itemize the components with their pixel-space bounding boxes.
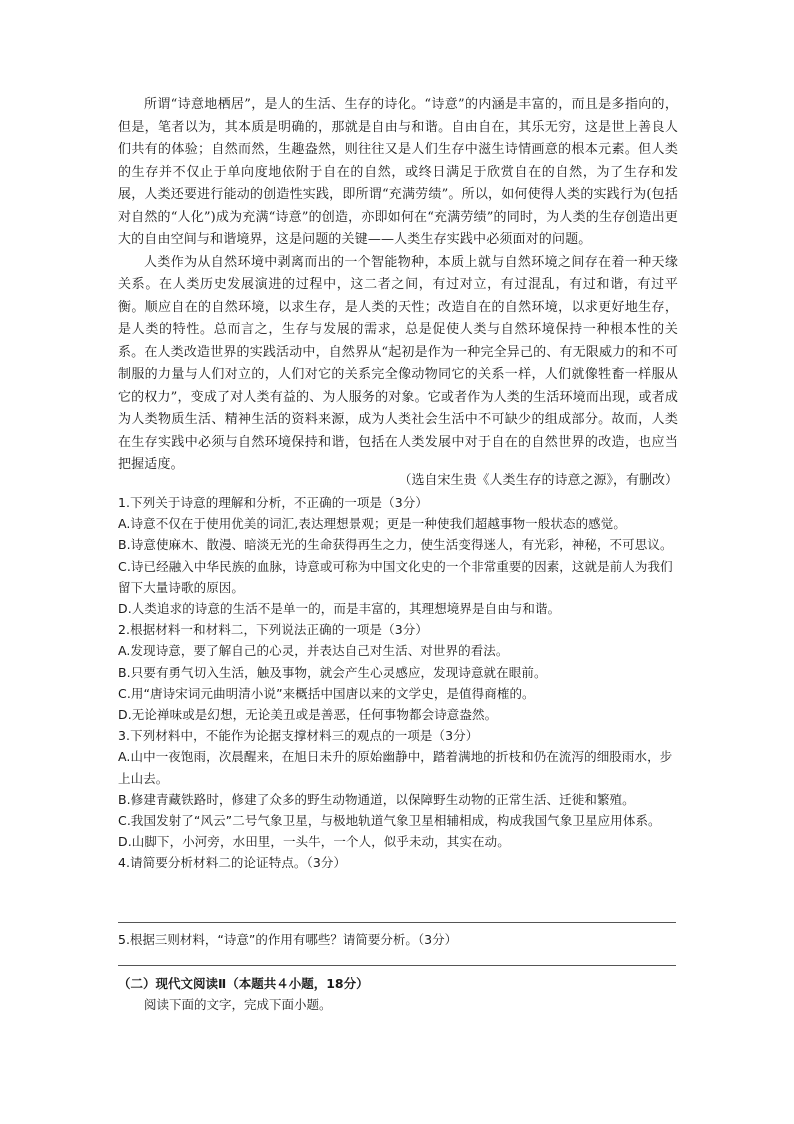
question-3-option-b: B.修建青藏铁路时，修建了众多的野生动物通道，以保障野生动物的正常生活、迁徙和繁殖。 bbox=[118, 791, 635, 807]
question-1-option-c: C.诗已经融入中华民族的血脉，诗意或可称为中国文化史的一个非常重要的因素，这就是前人为我们留下大量诗歌的原因。 bbox=[118, 558, 673, 595]
question-5-stem: 5.根据三则材料，“诗意”的作用有哪些？请简要分析。（3分） bbox=[118, 932, 458, 947]
section-heading: （二）现代文阅读Ⅱ（本题共４小题，18分） bbox=[118, 976, 369, 991]
question-4-stem: 4.请简要分析材料二的论证特点。（3分） bbox=[118, 855, 347, 871]
question-2-option-c: C.用“唐诗宋词元曲明清小说”来概括中国唐以来的文学史，是值得商榷的。 bbox=[118, 685, 535, 701]
reading-passage bbox=[118, 94, 678, 477]
passage-paragraph-2: 人类作为从自然环境中剥离而出的一个智能物种，本质上就与自然环境之间存在着一种天缘关系。在人类历史发展演进的过程中，这二者之间，有过对立，有过混乱，有过和谐，有过平衡。顺应自在的自然环境，以求生存，是人类的天性；改造自在的自然环境，以求更好地生存，是人类的特性。总而言之，生存与发展的需求，总是促使人类与自然环境保持一种根本性的关系。在人类改造世界的实践活动中，自然界从“起初是作为一种完全异己的、有无限威力的和不可制服的力量与人们对立的，人们对它的关系完全像动物同它的关系一样，人们就像牲畜一样服从它的权力”，变成了对人类有益的、为人服务的对象。它或者作为人类的生活环境而出现，或者成为人类物质生活、精神生活的资料来源，成为人类社会生活中不可缺少的组成部分。故而，人类在生存实践中必须与自然环境保持和谐，包括在人类发展中对于自在的自然世界的改造，也应当把握适度。 bbox=[118, 254, 678, 472]
question-2-option-d: D.无论禅味或是幻想，无论美丑或是善恶，任何事物都会诗意盎然。 bbox=[118, 707, 498, 723]
section-instruction: 阅读下面的文字，完成下面小题。 bbox=[144, 997, 332, 1012]
question-3-stem: 3.下列材料中，不能作为论据支撑材料三的观点的一项是（3分） bbox=[118, 728, 479, 744]
answer-line bbox=[118, 965, 676, 966]
answer-line bbox=[118, 922, 676, 923]
passage-source: （选自宋生贵《人类生存的诗意之源》，有删改） bbox=[398, 473, 678, 488]
question-3-option-c: C.我国发射了“风云”二号气象卫星，与极地轨道气象卫星相辅相成，构成我国气象卫星应用体系。 bbox=[118, 813, 661, 829]
question-1-option-d: D.人类追求的诗意的生活不是单一的，而是丰富的，其理想境界是自由与和谐。 bbox=[118, 601, 561, 617]
question-1-option-b: B.诗意使麻木、散漫、暗淡无光的生命获得再生之力，使生活变得迷人，有光彩，神秘，不可思议。 bbox=[118, 537, 673, 553]
question-3-option-d: D.山脚下，小河旁，水田里，一头牛，一个人，似乎未动，其实在动。 bbox=[118, 834, 510, 850]
question-list bbox=[118, 492, 678, 874]
question-1-stem: 1.下列关于诗意的理解和分析，不正确的一项是（3分） bbox=[118, 495, 428, 510]
question-1-option-a: A.诗意不仅在于使用优美的词汇,表达理想景观；更是一种使我们超越事物一般状态的感觉。 bbox=[118, 516, 626, 532]
question-2-option-a: A.发现诗意，要了解自己的心灵，并表达自己对生活、对世界的看法。 bbox=[118, 643, 509, 659]
question-3-option-a: A.山中一夜饱雨，次晨醒来，在旭日未升的原始幽静中，踏着满地的折枝和仍在流泻的细股雨水，步上山去。 bbox=[118, 749, 673, 786]
passage-paragraph-1: 所谓“诗意地栖居”，是人的生活、生存的诗化。“诗意”的内涵是丰富的，而且是多指向的，但是，笔者以为，其本质是明确的，那就是自由与和谐。自由自在，其乐无穷，这是世上善良人们共有的体验；自然而然，生趣盎然，则往往又是人们生存中滋生诗情画意的根本元素。但人类的生存并不仅止于单向度地依附于自在的自然，或终日满足于欣赏自在的自然，为了生存和发展，人类还要进行能动的创造性实践，即所谓“充满劳绩”。所以，如何使得人类的实践行为(包括对自然的“人化”)成为充满“诗意”的创造，亦即如何在“充满劳绩”的同时，为人类的生存创造出更大的自由空间与和谐境界，这是问题的关键——人类生存实践中必须面对的问题。 bbox=[118, 97, 678, 247]
question-2-stem: 2.根据材料一和材料二，下列说法正确的一项是（3分） bbox=[118, 622, 428, 638]
question-2-option-b: B.只要有勇气切入生活，触及事物，就会产生心灵感应，发现诗意就在眼前。 bbox=[118, 664, 547, 680]
